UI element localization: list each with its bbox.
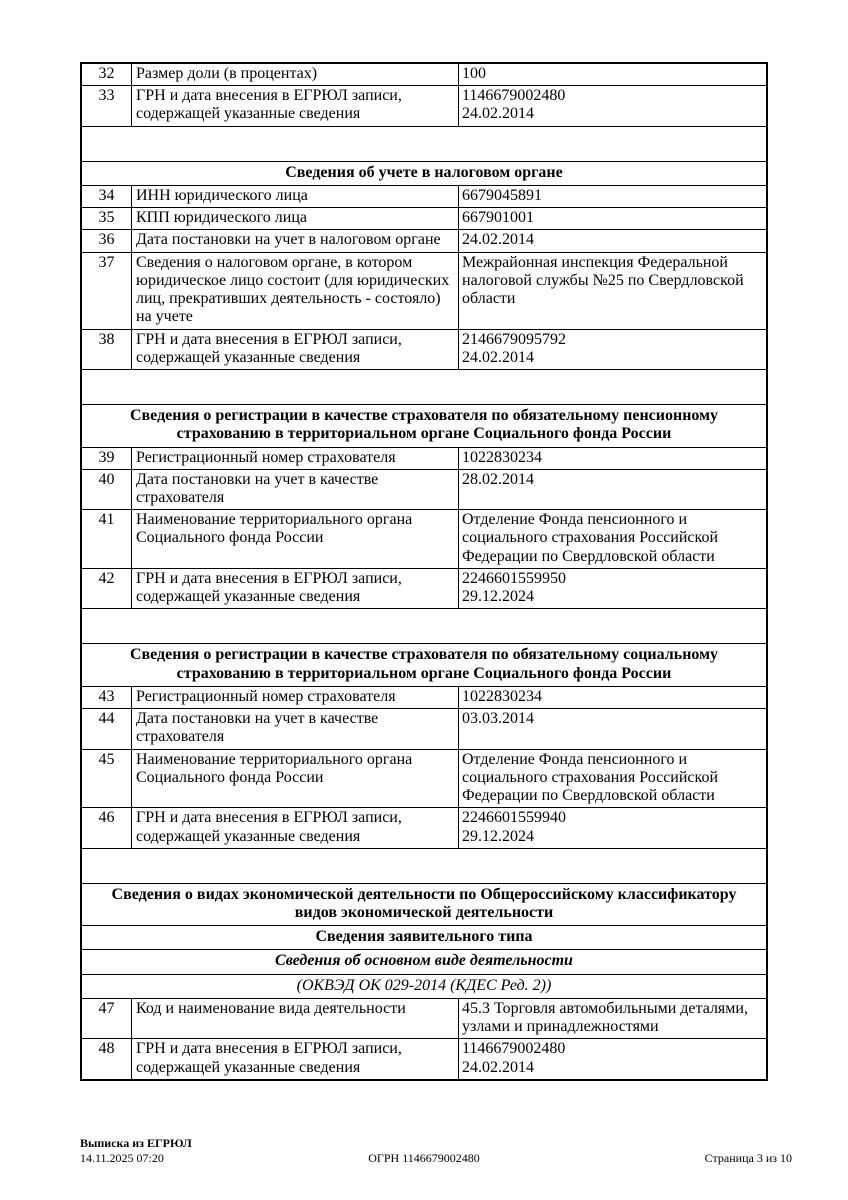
value-line: 45.3 Торговля автомобильными деталями, узлами и принадлежностями <box>462 999 748 1036</box>
row-label-cell: Регистрационный номер страхователя <box>132 448 459 469</box>
row-label-cell: ГРН и дата внесения в ЕГРЮЛ записи, содержащей указанные сведения <box>132 808 459 847</box>
row-label-cell: Код и наименование вида деятельности <box>132 999 459 1038</box>
value-line: 28.02.2014 <box>462 470 534 488</box>
value-line: 2146679095792 <box>462 330 566 348</box>
row-value-cell <box>459 687 766 708</box>
row-number-cell: 33 <box>82 86 132 125</box>
row-label-cell: Дата постановки на учет в налоговом органе <box>132 230 459 251</box>
separator-row <box>82 848 766 883</box>
row-number-cell: 37 <box>82 253 132 329</box>
table-row <box>82 252 766 329</box>
section-header-row: Сведения о видах экономической деятельности по Общероссийскому классификатору видов экономической деятельности <box>82 883 766 925</box>
section-header-row: (ОКВЭД ОК 029-2014 (КДЕС Ред. 2)) <box>82 974 766 998</box>
row-number-cell: 45 <box>82 750 132 808</box>
row-number-cell: 42 <box>82 569 132 608</box>
section-header-row: Сведения о регистрации в качестве страхователя по обязательному социальному страхованию в территориальном органе Социального фонда России <box>82 643 766 685</box>
footer-page-number: Страница 3 из 10 <box>704 1151 792 1165</box>
footer-doc-type: Выписка из ЕГРЮЛ <box>80 1136 192 1150</box>
table-row <box>82 1038 766 1078</box>
value-line: 29.12.2024 <box>462 588 534 606</box>
row-label-cell: КПП юридического лица <box>132 208 459 229</box>
row-value-cell <box>459 999 766 1038</box>
value-line: 03.03.2014 <box>462 710 534 728</box>
value-line: 1022830234 <box>462 687 542 705</box>
table-row <box>82 447 766 469</box>
separator-row <box>82 369 766 404</box>
row-value-cell <box>459 253 766 329</box>
row-label-cell: Размер доли (в процентах) <box>132 64 459 85</box>
separator-row <box>82 608 766 643</box>
footer-timestamp: 14.11.2025 07:20 <box>80 1151 164 1165</box>
table-row <box>82 998 766 1038</box>
row-value-cell <box>459 470 766 509</box>
row-label-cell: ГРН и дата внесения в ЕГРЮЛ записи, содержащей указанные сведения <box>132 1039 459 1078</box>
row-value-cell <box>459 86 766 125</box>
row-number-cell: 41 <box>82 510 132 568</box>
value-line: 24.02.2014 <box>462 1058 534 1076</box>
row-label-cell: ГРН и дата внесения в ЕГРЮЛ записи, содержащей указанные сведения <box>132 86 459 125</box>
value-line: 100 <box>462 65 486 82</box>
section-header-row: Сведения заявительного типа <box>82 925 766 949</box>
row-number-cell: 39 <box>82 448 132 469</box>
row-label-cell: ГРН и дата внесения в ЕГРЮЛ записи, содержащей указанные сведения <box>132 330 459 369</box>
table-row <box>82 185 766 207</box>
value-line: 29.12.2024 <box>462 827 534 845</box>
row-value-cell <box>459 750 766 808</box>
value-line: Межрайонная инспекция Федеральной налоговой службы №25 по Свердловской области <box>462 253 744 308</box>
section-header-row: Сведения об основном виде деятельности <box>82 949 766 973</box>
value-line: 1146679002480 <box>462 87 566 105</box>
row-value-cell <box>459 186 766 207</box>
egrul-table <box>80 62 768 1081</box>
footer-ogrn: ОГРН 1146679002480 <box>368 1151 480 1165</box>
value-line: 6679045891 <box>462 186 542 204</box>
value-line: 2246601559940 <box>462 809 566 827</box>
row-number-cell: 47 <box>82 999 132 1038</box>
row-value-cell <box>459 709 766 748</box>
row-number-cell: 48 <box>82 1039 132 1078</box>
section-header-row: Сведения о регистрации в качестве страхователя по обязательному пенсионному страхованию в территориальном органе Социального фонда России <box>82 404 766 446</box>
table-row <box>82 207 766 229</box>
row-label-cell: Наименование территориального органа Социального фонда России <box>132 510 459 568</box>
table-row <box>82 749 766 808</box>
row-value-cell <box>459 448 766 469</box>
section-header-row: Сведения об учете в налоговом органе <box>82 161 766 185</box>
value-line: 1146679002480 <box>462 1040 566 1058</box>
table-row <box>82 85 766 125</box>
row-label-cell: Дата постановки на учет в качестве страхователя <box>132 709 459 748</box>
table-row <box>82 229 766 251</box>
value-line: 24.02.2014 <box>462 105 534 123</box>
row-label-cell: ИНН юридического лица <box>132 186 459 207</box>
value-line: 24.02.2014 <box>462 231 534 249</box>
row-number-cell: 34 <box>82 186 132 207</box>
row-number-cell: 32 <box>82 64 132 85</box>
row-value-cell <box>459 569 766 608</box>
value-line: 1022830234 <box>462 448 542 466</box>
row-number-cell: 44 <box>82 709 132 748</box>
row-value-cell <box>459 1039 766 1078</box>
table-row <box>82 807 766 847</box>
row-value-cell <box>459 808 766 847</box>
row-label-cell: Дата постановки на учет в качестве страхователя <box>132 470 459 509</box>
value-line: 667901001 <box>462 209 534 227</box>
separator-row <box>82 126 766 161</box>
row-label-cell: Наименование территориального органа Социального фонда России <box>132 750 459 808</box>
table-row <box>82 64 766 85</box>
value-line: 2246601559950 <box>462 569 566 587</box>
table-row <box>82 509 766 568</box>
value-line: 24.02.2014 <box>462 348 534 366</box>
row-number-cell: 38 <box>82 330 132 369</box>
table-row <box>82 686 766 708</box>
row-value-cell <box>459 510 766 568</box>
row-value-cell <box>459 208 766 229</box>
row-number-cell: 36 <box>82 230 132 251</box>
row-value-cell <box>459 64 766 85</box>
table-row <box>82 708 766 748</box>
row-number-cell: 40 <box>82 470 132 509</box>
row-value-cell <box>459 330 766 369</box>
row-number-cell: 46 <box>82 808 132 847</box>
row-value-cell <box>459 230 766 251</box>
value-line: Отделение Фонда пенсионного и социального страхования Российской Федерации по Свердловской области <box>462 750 719 805</box>
row-label-cell: Регистрационный номер страхователя <box>132 687 459 708</box>
row-number-cell: 35 <box>82 208 132 229</box>
row-label-cell: ГРН и дата внесения в ЕГРЮЛ записи, содержащей указанные сведения <box>132 569 459 608</box>
row-label-cell: Сведения о налоговом органе, в котором юридическое лицо состоит (для юридических лиц, прекративших деятельность - состояло) на учете <box>132 253 459 329</box>
table-row <box>82 329 766 369</box>
table-row <box>82 469 766 509</box>
table-row <box>82 568 766 608</box>
value-line: Отделение Фонда пенсионного и социального страхования Российской Федерации по Свердловской области <box>462 511 719 565</box>
row-number-cell: 43 <box>82 687 132 708</box>
